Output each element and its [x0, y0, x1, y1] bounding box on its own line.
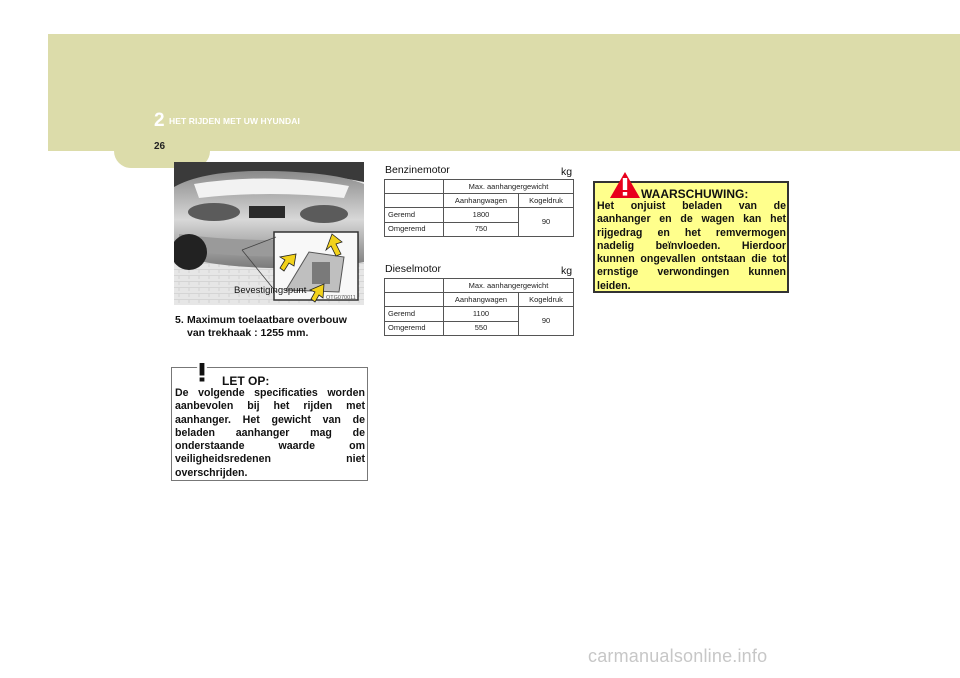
- petrol-tow-table: [384, 179, 574, 237]
- watermark: carmanualsonline.info: [588, 646, 768, 666]
- table-corner: [385, 180, 444, 194]
- chapter-number: 2: [154, 110, 165, 131]
- row-label-unbraked: Omgeremd: [385, 321, 444, 335]
- image-code: OTG070011: [326, 295, 356, 301]
- warning-title: WAARSCHUWING:: [641, 187, 749, 201]
- col-header-kogeldruk: Kogeldruk: [519, 293, 574, 307]
- table-title-diesel: Dieselmotor: [385, 263, 442, 275]
- warning-box: [593, 181, 789, 293]
- spec-line-2: van trekhaak : 1255 mm.: [187, 327, 309, 339]
- cell-trailer-unbraked: 550: [444, 321, 519, 335]
- warning-triangle-icon: [609, 171, 641, 199]
- cell-kogeldruk: 90: [519, 307, 574, 335]
- table-corner: [385, 293, 444, 307]
- chapter-title: HET RIJDEN MET UW HYUNDAI: [169, 116, 300, 126]
- row-label-braked: Geremd: [385, 307, 444, 321]
- table-corner: [385, 194, 444, 208]
- caution-triangle-icon: [187, 358, 217, 384]
- spec-line-1: Maximum toelaatbare overbouw: [187, 314, 347, 326]
- group-header: Max. aanhangergewicht: [444, 279, 574, 293]
- table-unit-diesel: kg: [561, 265, 573, 277]
- warning-body: Het onjuist beladen van de aanhanger en de wagen kan het rijgedrag en het remvermogen nadelig beïnvloeden. Hierdoor kunnen ongevallen ontstaan die tot ernstige verwondingen kunnen leiden.: [597, 200, 786, 292]
- spec-item-5: [175, 314, 370, 340]
- table-corner: [385, 279, 444, 293]
- tow-hook-photo: [174, 162, 364, 305]
- attachment-point-label: Bevestigingspunt: [234, 285, 307, 296]
- cell-trailer-unbraked: 750: [444, 222, 519, 236]
- cell-kogeldruk: 90: [519, 208, 574, 236]
- page-number: 26: [154, 141, 166, 152]
- cell-trailer-braked: 1100: [444, 307, 519, 321]
- table-title-petrol: Benzinemotor: [385, 164, 450, 176]
- col-header-kogeldruk: Kogeldruk: [519, 194, 574, 208]
- row-label-unbraked: Omgeremd: [385, 222, 444, 236]
- col-header-trailer: Aanhangwagen: [444, 293, 519, 307]
- table-unit-petrol: kg: [561, 166, 573, 178]
- group-header: Max. aanhangergewicht: [444, 180, 574, 194]
- col-header-trailer: Aanhangwagen: [444, 194, 519, 208]
- diesel-tow-table: [384, 278, 574, 336]
- row-label-braked: Geremd: [385, 208, 444, 222]
- caution-title: LET OP:: [222, 374, 270, 388]
- caution-box: [171, 367, 368, 481]
- caution-body: De volgende specificaties worden aanbevolen bij het rijden met aanhanger. Het gewicht van de beladen aanhanger mag de onderstaande waarde om veiligheidsredenen niet overschrijden.: [175, 387, 365, 479]
- spec-number: 5.: [175, 314, 184, 326]
- cell-trailer-braked: 1800: [444, 208, 519, 222]
